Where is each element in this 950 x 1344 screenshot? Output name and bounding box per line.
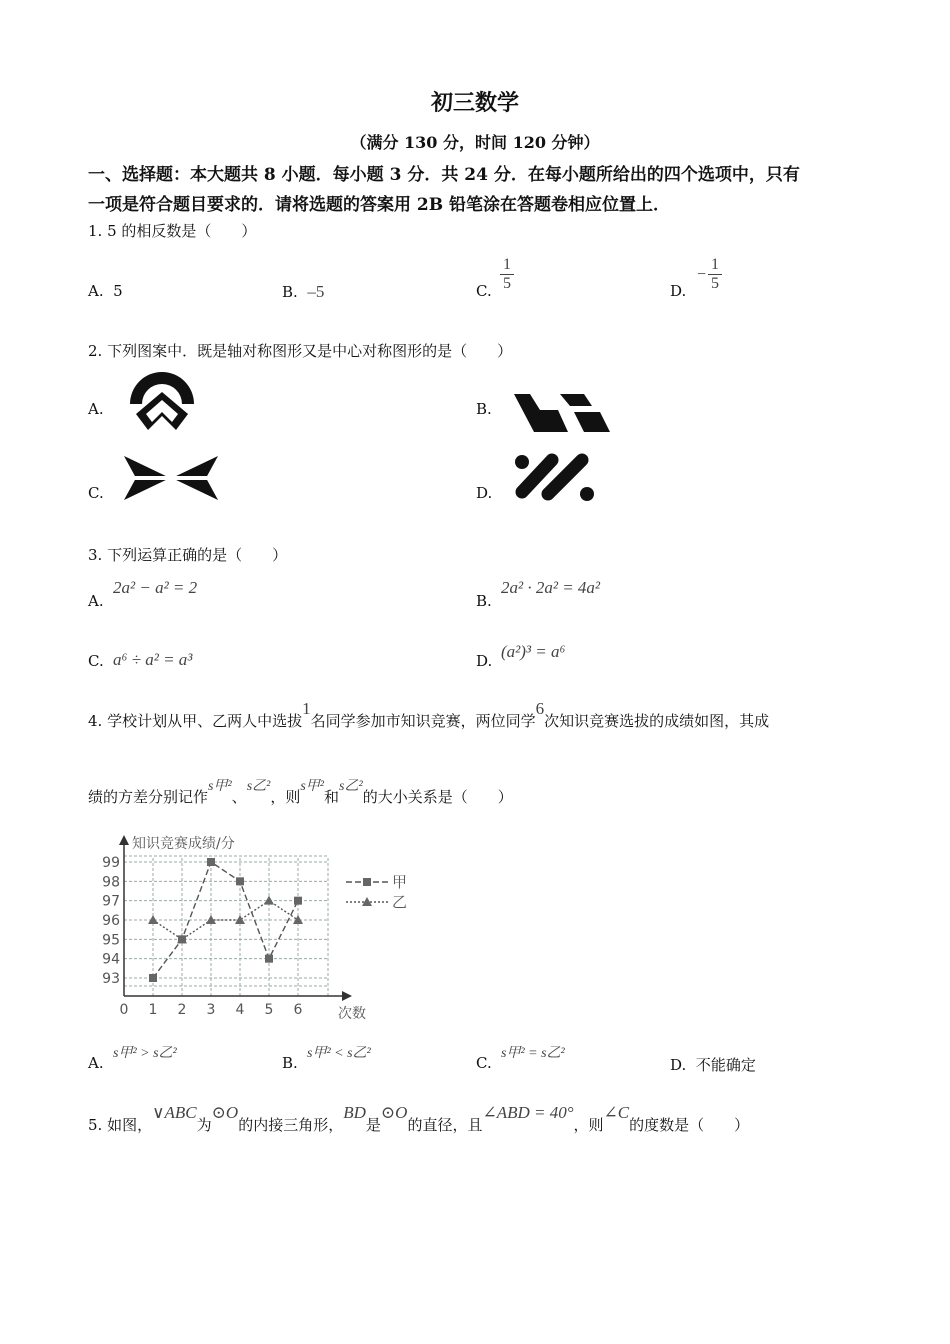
y-tick-label: 96: [102, 913, 120, 929]
stem-text: 名同学参加市知识竞赛，两位同学: [310, 712, 536, 730]
option-label: B.: [282, 283, 298, 301]
q4-stem-line2: [88, 779, 513, 807]
series-jia-point: [265, 955, 273, 963]
score-line-chart: [96, 826, 416, 1026]
denominator: 5: [711, 275, 719, 292]
bottom-shape: [574, 412, 610, 432]
q4-option-c-label[interactable]: C.: [476, 1054, 492, 1072]
triangle-abc: ∨ABC: [152, 1103, 197, 1122]
q1-option-b[interactable]: [282, 282, 324, 302]
x-axis-title: 次数: [338, 1006, 366, 1022]
variance-yi: s乙²: [339, 779, 363, 794]
q4-option-c-expr: s甲² = s乙²: [501, 1046, 565, 1061]
series-jia-point: [236, 877, 244, 885]
q2-stem: 2. 下列图案中．既是轴对称图形又是中心对称图形的是（ ）: [88, 342, 513, 360]
q2-option-b-pattern-icon[interactable]: [512, 392, 612, 434]
q3-option-c-expr: a⁶ ÷ a² = a³: [113, 650, 193, 669]
q4-option-b-expr: s甲² < s乙²: [307, 1046, 371, 1061]
legend-yi-label: 乙: [392, 893, 408, 911]
q4-option-b-label[interactable]: B.: [282, 1054, 298, 1072]
legend-jia-label: 甲: [392, 873, 408, 891]
series-jia-point: [207, 858, 215, 866]
x-tick-label: 2: [177, 1002, 187, 1018]
section-instructions-line1: 一、选择题：本大题共 8 小题．每小题 3 分．共 24 分．在每小题所给出的四个选项中，只有: [88, 165, 800, 185]
q4-stem-line1: [88, 699, 770, 731]
q2-option-a-label[interactable]: A.: [88, 400, 104, 418]
numerator: 1: [711, 256, 719, 273]
stem-text: 绩的方差分别记作: [88, 788, 209, 806]
y-tick-label: 95: [102, 932, 120, 949]
numerator: 1: [503, 256, 511, 273]
variance-jia: s甲²: [300, 779, 325, 794]
q2-option-c-pattern-icon[interactable]: [122, 454, 220, 502]
stem-text: 的内接三角形，: [238, 1116, 344, 1134]
number-1: 1: [302, 699, 311, 718]
dot-top: [515, 455, 529, 469]
q2-option-d-label[interactable]: D.: [476, 484, 493, 502]
x-tick-label: 1: [148, 1002, 158, 1018]
q3-option-a-expr: 2a² − a² = 2: [113, 578, 198, 597]
angle-c: ∠C: [603, 1103, 630, 1122]
q1-option-d-label[interactable]: D.: [670, 282, 687, 300]
dot-bottom: [580, 487, 594, 501]
y-tick-label: 97: [102, 893, 120, 910]
q2-option-a-pattern-icon[interactable]: [126, 370, 198, 434]
q5-stem: [88, 1103, 750, 1135]
q1-option-c-fraction: [500, 256, 514, 293]
stem-text: 和: [324, 788, 340, 806]
stem-text: 为: [196, 1116, 212, 1134]
option-value: 不能确定: [695, 1056, 756, 1074]
option-label: D.: [670, 1056, 687, 1074]
angle-abd: ∠ABD = 40°: [482, 1103, 574, 1122]
stem-text: 的大小关系是（ ）: [362, 788, 513, 806]
left-shape: [514, 394, 568, 432]
series-jia-point: [294, 897, 302, 905]
q3-option-d-expr: (a²)³ = a⁶: [501, 642, 566, 661]
stem-text: 的直径，且: [407, 1116, 483, 1134]
circle-o: ⊙O: [380, 1103, 408, 1122]
q2-option-b-label[interactable]: B.: [476, 400, 492, 418]
q4-option-d[interactable]: [670, 1054, 756, 1075]
x-tick-label: 3: [206, 1002, 216, 1018]
denominator: 5: [503, 275, 511, 292]
x-tick-label: 5: [264, 1002, 274, 1018]
section-instructions-line2: 一项是符合题目要求的．请将选题的答案用 2B 铅笔涂在答题卷相应位置上．: [88, 195, 671, 215]
option-label: A.: [88, 282, 104, 300]
q2-option-d-pattern-icon[interactable]: [512, 452, 598, 504]
y-tick-label: 99: [102, 855, 120, 871]
q3-option-b-expr: 2a² · 2a² = 4a²: [501, 578, 601, 597]
q3-stem: 3. 下列运算正确的是（ ）: [88, 546, 288, 564]
q4-option-a-label[interactable]: A.: [88, 1054, 104, 1072]
y-tick-label: 94: [102, 951, 120, 968]
option-value: 5: [113, 282, 123, 300]
q3-option-c-label[interactable]: C.: [88, 652, 104, 670]
stem-text: ，则: [573, 1116, 604, 1134]
page-subtitle: （满分 130 分，时间 120 分钟）: [350, 133, 600, 152]
top-shape: [560, 394, 592, 406]
stem-text: 4. 学校计划从甲、乙两人中选拔: [88, 712, 303, 730]
stem-text: ，则: [270, 788, 301, 806]
separator: 、: [231, 788, 247, 806]
option-value: –5: [307, 282, 325, 301]
number-6: 6: [535, 699, 545, 718]
stem-text: 次知识竞赛选拔的成绩如图，其成: [544, 712, 770, 730]
q1-stem: 1. 5 的相反数是（ ）: [88, 222, 257, 240]
page-title: 初三数学: [430, 90, 519, 116]
series-jia-point: [149, 974, 157, 982]
q1-option-d-fraction: [708, 256, 722, 293]
y-axis-title: 知识竞赛成绩/分: [132, 836, 235, 852]
legend-jia-marker: [363, 878, 371, 886]
x-tick-label: 6: [293, 1002, 303, 1018]
q1-option-d-sign: −: [697, 266, 707, 283]
stem-text: 的度数是（ ）: [629, 1116, 750, 1134]
variance-jia: s甲²: [208, 779, 232, 794]
segment-bd: BD: [343, 1103, 366, 1122]
q3-option-b-label[interactable]: B.: [476, 592, 492, 610]
x-axis-arrow: [342, 991, 352, 1001]
variance-yi: s乙²: [246, 779, 271, 794]
q3-option-d-label[interactable]: D.: [476, 652, 493, 670]
stem-text: 5. 如图，: [88, 1116, 153, 1134]
q2-option-c-label[interactable]: C.: [88, 484, 104, 502]
x-tick-label: 0: [119, 1002, 129, 1018]
center-gap: [132, 476, 210, 480]
q1-option-a[interactable]: [88, 282, 123, 300]
y-axis-arrow: [119, 835, 129, 845]
q3-option-a-label[interactable]: A.: [88, 592, 104, 610]
q4-option-a-expr: s甲² > s乙²: [113, 1046, 177, 1061]
q1-option-c-label[interactable]: C.: [476, 282, 492, 300]
stem-text: 是: [365, 1116, 381, 1134]
circle-o: ⊙O: [211, 1103, 239, 1122]
y-tick-label: 93: [102, 971, 120, 987]
x-tick-label: 4: [235, 1002, 245, 1018]
y-tick-label: 98: [102, 874, 120, 891]
